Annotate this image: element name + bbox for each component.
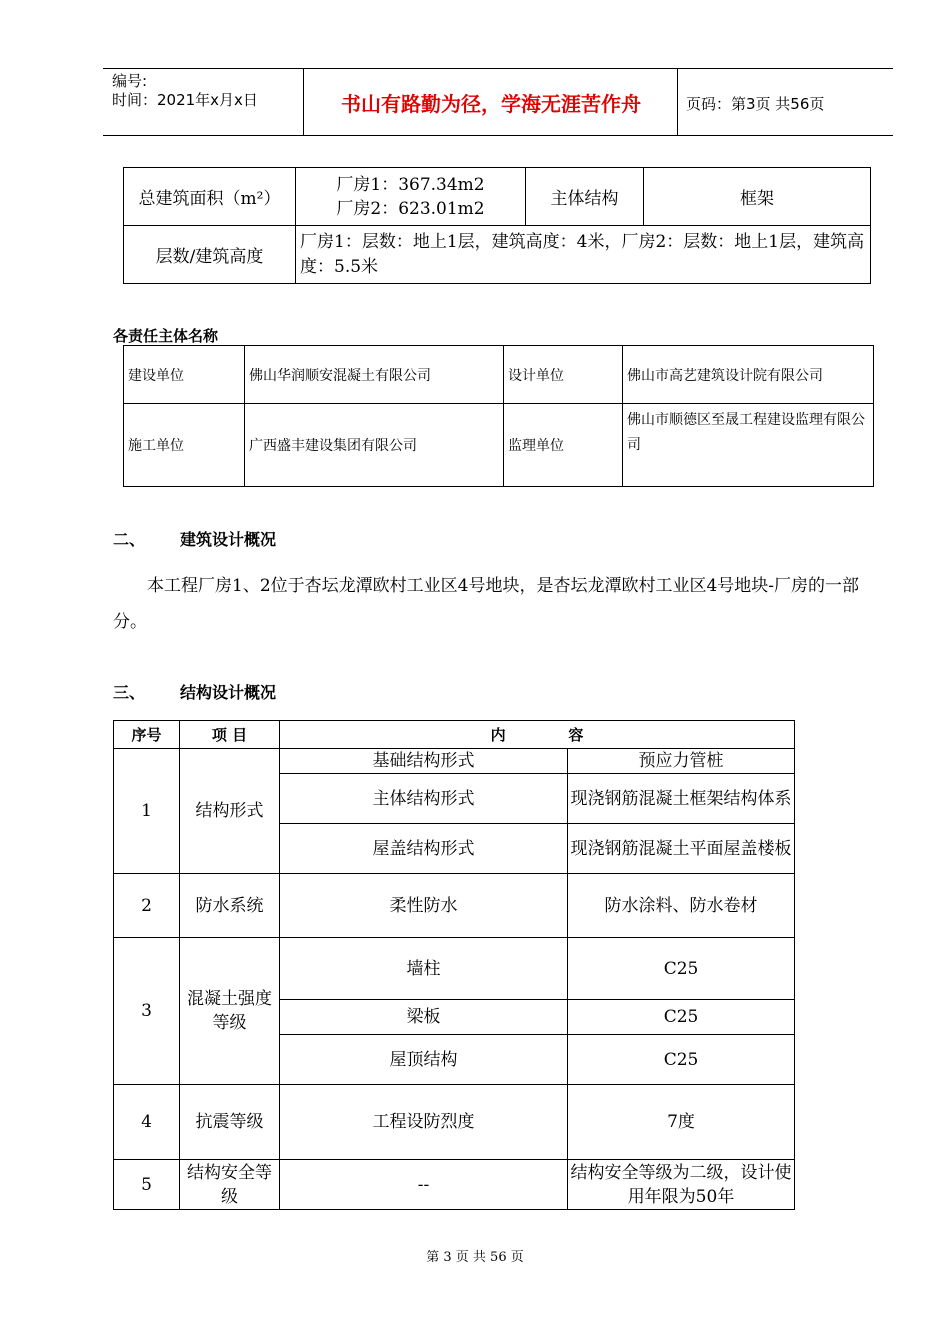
project-overview-table <box>123 167 871 284</box>
doc-number-label: 编号: <box>112 72 148 90</box>
table-row <box>114 749 795 774</box>
row-no: 4 <box>114 1085 180 1160</box>
party-role: 监理单位 <box>504 404 623 487</box>
row-subitem: 基础结构形式 <box>280 749 568 774</box>
row-subitem: 梁板 <box>280 1000 568 1035</box>
row-subitem: 柔性防水 <box>280 874 568 938</box>
header-top-rule <box>103 68 893 69</box>
table-row <box>124 168 871 226</box>
row-value: 现浇钢筋混凝土平面屋盖楼板 <box>568 824 795 874</box>
table-row <box>124 226 871 284</box>
party-role: 施工单位 <box>124 404 245 487</box>
structure-label: 主体结构 <box>526 168 644 226</box>
table-row <box>124 404 874 487</box>
row-no: 5 <box>114 1160 180 1210</box>
table-row <box>114 1085 795 1160</box>
row-subitem: 屋顶结构 <box>280 1035 568 1085</box>
header-meta <box>112 72 258 110</box>
table-row <box>114 938 795 1000</box>
row-item: 混凝土强度等级 <box>180 938 280 1085</box>
structure-value: 框架 <box>644 168 871 226</box>
header-divider <box>303 68 304 136</box>
party-role: 建设单位 <box>124 346 245 404</box>
row-no: 2 <box>114 874 180 938</box>
row-item: 结构形式 <box>180 749 280 874</box>
section2-title: 建筑设计概况 <box>180 530 277 549</box>
header-no: 序号 <box>114 721 180 749</box>
area-label: 总建筑面积（m²） <box>124 168 296 226</box>
table-row <box>114 1160 795 1210</box>
area-factory1: 厂房1：367.34m2 <box>336 174 485 195</box>
row-subitem: 工程设防烈度 <box>280 1085 568 1160</box>
row-value: 7度 <box>568 1085 795 1160</box>
section3-number: 三、 <box>113 683 146 702</box>
header-content: 内 容 <box>280 721 795 749</box>
header-item: 项 目 <box>180 721 280 749</box>
section3-title: 结构设计概况 <box>180 683 277 702</box>
area-factory2: 厂房2：623.01m2 <box>336 198 485 219</box>
section2-number: 二、 <box>113 530 146 549</box>
row-item: 结构安全等级 <box>180 1160 280 1210</box>
doc-time-label: 时间：2021年x月x日 <box>112 91 258 109</box>
table-header-row <box>114 721 795 749</box>
header-divider <box>677 68 678 136</box>
row-subitem: 主体结构形式 <box>280 774 568 824</box>
section2-body: 本工程厂房1、2位于杏坛龙潭欧村工业区4号地块，是杏坛龙潭欧村工业区4号地块-厂房的一部分。 <box>113 576 860 632</box>
row-value: 预应力管桩 <box>568 749 795 774</box>
row-value: 现浇钢筋混凝土框架结构体系 <box>568 774 795 824</box>
row-value: C25 <box>568 1000 795 1035</box>
header-motto: 书山有路勤为径，学海无涯苦作舟 <box>341 92 641 116</box>
row-value: 防水涂料、防水卷材 <box>568 874 795 938</box>
row-value: C25 <box>568 938 795 1000</box>
party-name: 佛山市顺德区至晟工程建设监理有限公司 <box>623 404 874 487</box>
table-row <box>124 346 874 404</box>
party-name: 佛山市高艺建筑设计院有限公司 <box>623 346 874 404</box>
parties-table <box>123 345 874 487</box>
page-footer: 第 3 页 共 56 页 <box>426 1250 524 1265</box>
row-subitem: 屋盖结构形式 <box>280 824 568 874</box>
row-no: 1 <box>114 749 180 874</box>
row-subitem: -- <box>280 1160 568 1210</box>
area-values <box>296 168 526 226</box>
header-page-info: 页码：第3页 共56页 <box>686 95 825 113</box>
row-item: 防水系统 <box>180 874 280 938</box>
row-value: 结构安全等级为二级，设计使用年限为50年 <box>568 1160 795 1210</box>
row-no: 3 <box>114 938 180 1085</box>
row-item: 抗震等级 <box>180 1085 280 1160</box>
parties-title: 各责任主体名称 <box>113 327 219 345</box>
table-row <box>114 874 795 938</box>
row-value: C25 <box>568 1035 795 1085</box>
party-name: 广西盛丰建设集团有限公司 <box>245 404 504 487</box>
row-subitem: 墙柱 <box>280 938 568 1000</box>
floors-label: 层数/建筑高度 <box>124 226 296 284</box>
header-bottom-rule <box>103 135 893 136</box>
party-role: 设计单位 <box>504 346 623 404</box>
structure-design-table <box>113 720 795 1210</box>
party-name: 佛山华润顺安混凝土有限公司 <box>245 346 504 404</box>
floors-value: 厂房1：层数：地上1层，建筑高度：4米，厂房2：层数：地上1层，建筑高度：5.5米 <box>296 226 871 284</box>
